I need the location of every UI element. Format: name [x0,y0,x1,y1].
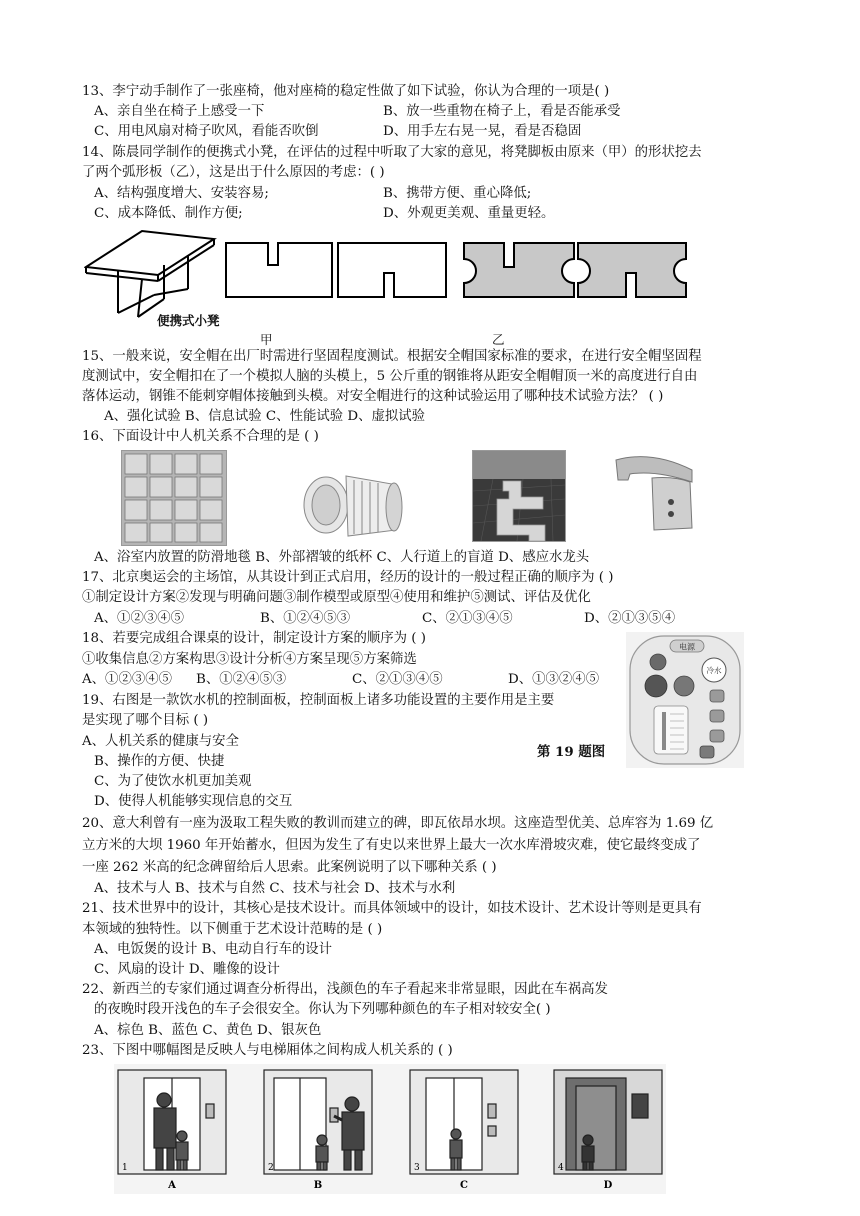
panel-cold-text: 冷水 [706,666,722,675]
q17-option-c: C、②①③④⑤ [422,611,513,626]
wrinkled-paper-cup-image [296,450,408,542]
q14-option-a: A、结构强度增大、安装容易; [94,186,269,201]
q20-stem-line3: 一座 262 米高的纪念碑留给后人思索。此案例说明了以下哪种关系 ( ) [82,860,497,875]
q19-option-b: B、操作的方便、快捷 [94,754,225,769]
q19-option-c: C、为了使饮水机更加美观 [94,774,252,789]
board-yi-left [464,243,574,297]
portable-stool-drawing [86,231,214,317]
q18-steps: ①收集信息②方案构思③设计分析④方案呈现⑤方案筛选 [82,652,417,667]
q17-stem: 17、北京奥运会的主场馆，从其设计到正式启用，经历的设计的一般过程正确的顺序为 ( ) [82,570,614,585]
scene-label-d: D [603,1180,613,1191]
elevator-scene-c [410,1070,518,1174]
q19-stem-line1: 19、右图是一款饮水机的控制面板，控制面板上诸多功能设置的主要作用是主要 [82,693,555,708]
elevator-scene-b [264,1070,372,1174]
q14-stem-line2: 了两个弧形板（乙），这是出于什么原因的考虑：( ) [82,165,385,180]
scene-label-b: B [313,1180,323,1191]
elevator-scene-d [554,1070,662,1174]
q15-stem-line3: 落体运动，钢锥不能刺穿帽体接触到头模。对安全帽进行的这种试验运用了哪种技术试验方法？ ( ) [82,389,664,404]
q13-option-d: D、用手左右晃一晃，看是否稳固 [383,124,582,139]
label-jia: 甲 [260,332,273,347]
scene-num-3: 3 [414,1163,420,1173]
q18-stem: 18、若要完成组合课桌的设计，制定设计方案的顺序为 ( ) [82,631,426,646]
q16-options: A、浴室内放置的防滑地毯 B、外部褶皱的纸杯 C、人行道上的盲道 D、感应水龙头 [94,550,590,565]
q17-option-b: B、①②④⑤③ [260,611,351,626]
stool-label: 便携式小凳 [157,313,220,328]
q19-option-a: A、人机关系的健康与安全 [82,734,239,749]
q19-figure-caption: 第 19 题图 [537,744,606,760]
board-jia-right [338,243,446,297]
q23-elevator-figures [114,1064,666,1194]
sensor-faucet-image [612,448,696,534]
q19-stem-line2: 是实现了哪个目标 ( ) [82,713,209,728]
q20-stem-line2: 立方米的大坝 1960 年开始蓄水，但因为发生了有史以来世界上最大一次水库滑坡灾难，使它最终变成了 [82,838,701,853]
q16-stem: 16、下面设计中人机关系不合理的是 ( ) [82,429,319,444]
board-yi-right [578,243,686,297]
scene-label-c: C [460,1180,468,1191]
label-yi: 乙 [492,332,505,347]
q18-option-d: D、①③②④⑤ [508,672,600,687]
q22-stem-line2: 的夜晚时段开浅色的车子会很安全。你认为下列哪种颜色的车子相对较安全( ) [94,1002,551,1017]
q17-steps: ①制定设计方案②发现与明确问题③制作模型或原型④使用和维护⑤测试、评估及优化 [82,590,591,605]
scene-num-4: 4 [558,1163,564,1173]
q14-option-d: D、外观更美观、重量更轻。 [383,206,555,221]
q15-stem-line1: 15、一般来说，安全帽在出厂时需进行坚固程度测试。根据安全帽国家标准的要求，在进行安全帽坚固程 [82,349,702,364]
q18-option-b: B、①②④⑤③ [196,672,287,687]
q13-option-c: C、用电风扇对椅子吹风，看能否吹倒 [94,124,319,139]
q19-option-d: D、使得人机能够实现信息的交互 [94,794,293,809]
water-dispenser-panel-image [626,632,744,768]
q23-stem: 23、下图中哪幅图是反映人与电梯厢体之间构成人机关系的 ( ) [82,1043,453,1058]
q22-options: A、棕色 B、蓝色 C、黄色 D、银灰色 [94,1023,322,1038]
q14-option-c: C、成本降低、制作方便; [94,206,243,221]
elevator-scene-a [118,1070,226,1174]
q20-stem-line1: 20、意大利曾有一座为汲取工程失败的教训而建立的碑，即瓦依昂水坝。这座造型优美、总库容为 1.69 亿 [82,816,714,831]
scene-num-2: 2 [268,1163,274,1173]
q21-options-row2: C、风扇的设计 D、雕像的设计 [94,962,280,977]
q21-options-row1: A、电饭煲的设计 B、电动自行车的设计 [94,942,333,957]
q21-stem-line1: 21、技术世界中的设计，其核心是技术设计。而具体领域中的设计，如技术设计、艺术设计等则是更具有 [82,901,702,916]
q22-stem-line1: 22、新西兰的专家们通过调查分析得出，浅颜色的车子看起来非常显眼，因此在车祸高发 [82,982,608,997]
q13-option-b: B、放一些重物在椅子上，看是否能承受 [383,104,621,119]
q20-options: A、技术与人 B、技术与自然 C、技术与社会 D、技术与水利 [94,881,456,896]
q13-stem: 13、李宁动手制作了一张座椅，他对座椅的稳定性做了如下试验，你认为合理的一项是( ) [82,84,610,99]
scene-num-1: 1 [122,1163,128,1173]
q13-option-a: A、亲自坐在椅子上感受一下 [94,104,265,119]
q21-stem-line2: 本领域的独特性。以下侧重于艺术设计范畴的是 ( ) [82,922,383,937]
panel-power-text: 电源 [679,642,695,652]
board-jia-left [226,243,332,297]
scene-label-a: A [168,1180,176,1191]
q18-option-a: A、①②③④⑤ [82,672,173,687]
q17-option-d: D、②①③⑤④ [584,611,676,626]
q18-option-c: C、②①③④⑤ [352,672,443,687]
q14-option-b: B、携带方便、重心降低; [383,186,532,201]
q14-stem-line1: 14、陈晨同学制作的便携式小凳，在评估的过程中听取了大家的意见，将凳脚板由原来（甲）的形状挖去 [82,145,702,160]
q15-options: A、强化试验 B、信息试验 C、性能试验 D、虚拟试验 [104,409,426,424]
anti-slip-mat-image [121,450,227,546]
tactile-paving-image [472,450,566,542]
q14-figure [84,225,694,325]
q17-option-a: A、①②③④⑤ [94,611,185,626]
q15-stem-line2: 度测试中，安全帽扣在了一个模拟人脑的头模上，5 公斤重的钢锥将从距安全帽帽顶一米的高度进行自由 [82,369,698,384]
